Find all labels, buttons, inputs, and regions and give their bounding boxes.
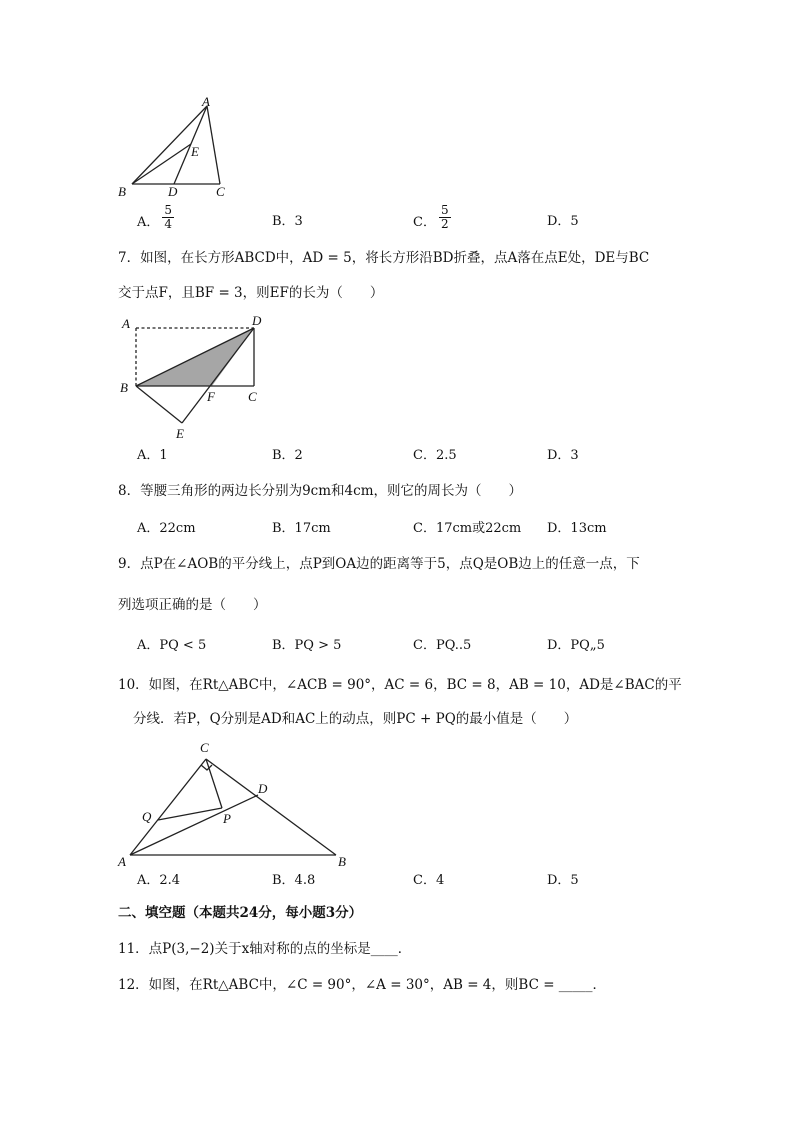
q10-option-c[interactable]: C．4 bbox=[413, 873, 445, 888]
q6-option-c[interactable] bbox=[413, 203, 451, 231]
q6-option-c-fraction bbox=[439, 204, 451, 231]
q6-option-b[interactable]: B．3 bbox=[272, 214, 303, 229]
q7-option-d[interactable]: D．3 bbox=[547, 448, 579, 463]
q8-option-b[interactable]: B．17cm bbox=[272, 521, 331, 536]
q10-option-b[interactable]: B．4.8 bbox=[272, 873, 316, 888]
q10-stem-line1: 10．如图，在Rt△ABC中，∠ACB = 90°，AC = 6，BC = 8，AB = 10，AD是∠BAC的平 bbox=[118, 677, 682, 693]
q6-option-c-numerator: 5 bbox=[440, 203, 449, 217]
q6-option-a-denominator: 4 bbox=[164, 217, 173, 231]
q6-option-d[interactable]: D．5 bbox=[547, 214, 579, 229]
q7-option-a[interactable]: A．1 bbox=[137, 448, 168, 463]
q7-option-b[interactable]: B．2 bbox=[272, 448, 303, 463]
q7-label-a: A bbox=[122, 316, 130, 331]
q6-figure bbox=[112, 92, 242, 202]
q9-options bbox=[137, 638, 757, 656]
q9-option-d[interactable]: D．PQ„5 bbox=[547, 638, 605, 653]
q7-stem-line1: 7．如图，在长方形ABCD中，AD = 5，将长方形沿BD折叠，点A落在点E处，DE与BC bbox=[118, 250, 650, 266]
q10-label-p: P bbox=[223, 811, 231, 826]
q7-label-d: D bbox=[252, 313, 262, 328]
q6-label-d: D bbox=[168, 184, 178, 199]
q8-stem-line1: 8．等腰三角形的两边长分别为9cm和4cm，则它的周长为（ ） bbox=[118, 483, 522, 499]
q6-option-a-fraction bbox=[162, 204, 174, 231]
q10-figure bbox=[112, 735, 362, 870]
q10-label-a: A bbox=[118, 854, 126, 869]
q6-label-c: C bbox=[216, 184, 225, 199]
q7-stem-line2: 交于点F，且BF = 3，则EF的长为（ ） bbox=[118, 285, 384, 301]
q8-option-d[interactable]: D．13cm bbox=[547, 521, 607, 536]
q9-stem-line2: 列选项正确的是（ ） bbox=[118, 597, 267, 613]
q10-label-c: C bbox=[200, 740, 209, 755]
q7-label-c: C bbox=[248, 389, 257, 404]
q11-stem-line1: 11．点P(3,−2)关于x轴对称的点的坐标是____． bbox=[118, 941, 412, 957]
q10-options bbox=[137, 873, 757, 891]
q9-stem-line1: 9．点P在∠AOB的平分线上，点P到OA边的距离等于5，点Q是OB边上的任意一点，下 bbox=[118, 556, 640, 572]
q10-stem-line2: 分线．若P，Q分别是AD和AC上的动点，则PC + PQ的最小值是（ ） bbox=[133, 711, 578, 727]
q7-label-e: E bbox=[176, 426, 184, 441]
q9-option-c[interactable]: C．PQ..5 bbox=[413, 638, 472, 653]
q10-option-a[interactable]: A．2.4 bbox=[137, 873, 181, 888]
q6-label-a: A bbox=[202, 94, 210, 109]
q10-label-d: D bbox=[258, 781, 268, 796]
q8-option-a[interactable]: A．22cm bbox=[137, 521, 196, 536]
q7-option-c[interactable]: C．2.5 bbox=[413, 448, 457, 463]
q7-options bbox=[137, 448, 757, 466]
q12-stem-line1: 12．如图，在Rt△ABC中，∠C = 90°，∠A = 30°，AB = 4，则BC = _____． bbox=[118, 977, 607, 993]
q6-option-c-letter: C． bbox=[413, 215, 436, 230]
q7-label-b: B bbox=[120, 380, 128, 395]
q6-option-a-letter: A． bbox=[137, 215, 160, 230]
q6-option-a[interactable] bbox=[137, 203, 174, 231]
q9-option-a[interactable]: A．PQ < 5 bbox=[137, 638, 207, 653]
q9-option-b[interactable]: B．PQ > 5 bbox=[272, 638, 342, 653]
q10-label-b: B bbox=[338, 854, 346, 869]
q10-label-q: Q bbox=[142, 809, 152, 824]
q6-label-e: E bbox=[191, 144, 199, 159]
q6-label-b: B bbox=[118, 184, 126, 199]
q7-figure bbox=[112, 310, 272, 445]
q8-option-c[interactable]: C．17cm或22cm bbox=[413, 521, 522, 536]
q10-option-d[interactable]: D．5 bbox=[547, 873, 579, 888]
q6-options bbox=[137, 203, 757, 236]
q6-option-c-denominator: 2 bbox=[440, 217, 449, 231]
q6-option-a-numerator: 5 bbox=[164, 203, 173, 217]
q8-options bbox=[137, 521, 757, 539]
section-heading-fill-in: 二、填空题（本题共24分，每小题3分） bbox=[118, 905, 363, 921]
q7-label-f: F bbox=[207, 389, 215, 404]
